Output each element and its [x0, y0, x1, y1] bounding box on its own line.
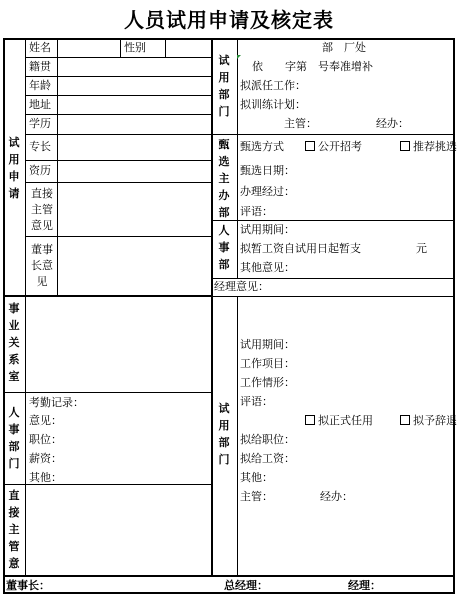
checkbox-icon — [305, 141, 315, 151]
trial-other-label: 其他： — [240, 471, 273, 484]
selection-method-label: 甄选方式 — [240, 140, 284, 153]
proposed-position-label: 拟给职位： — [240, 433, 295, 446]
address-label: 地址 — [29, 98, 51, 111]
approval-line: 依 字第 号奉准增补 — [252, 60, 373, 73]
trial-dept-bottom-label: 试用部门 — [218, 402, 230, 466]
row-line — [25, 160, 211, 161]
row-line — [25, 236, 211, 237]
hr-salary-label: 薪资： — [29, 452, 62, 465]
trial-period-bottom-label: 试用期间： — [240, 338, 295, 351]
other-opinion-label: 其他意见： — [240, 261, 295, 274]
row-line — [211, 278, 455, 279]
hr-position-label: 职位： — [29, 433, 62, 446]
experience-label: 资历 — [29, 164, 51, 177]
selection-comment-label: 评语： — [240, 205, 273, 218]
bottom-handler-label: 经办： — [320, 490, 353, 503]
trial-comment-label: 评语： — [240, 395, 273, 408]
selection-date-label: 甄选日期： — [240, 164, 295, 177]
left-label-divider-bottom — [25, 296, 26, 576]
right-hr-label: 人事部 — [218, 224, 230, 271]
section-line — [3, 295, 211, 297]
attendance-label: 考勤记录： — [29, 396, 84, 409]
selection-dept-label: 甄选主办部 — [218, 138, 230, 219]
row-line — [25, 134, 211, 135]
process-label: 办理经过： — [240, 185, 295, 198]
salary-line-label: 拟暂工资自试用日起暂支 — [240, 242, 361, 255]
manager-opinion-label: 经理意见： — [214, 280, 269, 293]
hr-other-label: 其他： — [29, 471, 62, 484]
row-line — [25, 95, 211, 96]
cell-marker — [237, 55, 241, 59]
education-label: 学历 — [29, 117, 51, 130]
hr-opinion-label: 意见： — [29, 414, 62, 427]
bottom-supervisor-label: 主管： — [240, 490, 273, 503]
assign-work-label: 拟派任工作： — [240, 79, 306, 92]
row-line — [25, 57, 211, 58]
footer-line — [3, 575, 455, 577]
gender-label: 性别 — [124, 41, 146, 54]
chairman-signature-label: 董事长： — [6, 579, 50, 592]
column-divider — [211, 38, 213, 576]
chairman-opinion-label: 董事长意见 — [31, 243, 53, 288]
trial-application-label: 试用申请 — [8, 136, 20, 200]
row-line — [211, 134, 455, 135]
trial-dept-label: 试用部门 — [218, 54, 230, 118]
yuan-label: 元 — [416, 242, 427, 255]
checkbox-icon — [400, 141, 410, 151]
manager-signature-label: 经理： — [348, 579, 381, 592]
gm-signature-label: 总经理： — [224, 579, 268, 592]
name-gender-divider — [120, 38, 121, 57]
row-line — [25, 114, 211, 115]
direct-supervisor-label: 直接主管意 — [8, 489, 20, 570]
dept-factory-line: 部 厂处 — [322, 41, 366, 54]
section-line — [3, 392, 211, 393]
open-exam-checkbox[interactable]: 公开招考 — [305, 140, 362, 154]
proposed-salary-label: 拟给工资： — [240, 452, 295, 465]
top-supervisor-label: 主管： — [284, 117, 317, 130]
right-label-divider — [237, 38, 238, 278]
row-line — [211, 296, 455, 297]
training-plan-label: 拟训练计划： — [240, 98, 306, 111]
form-title: 人员试用申请及核定表 — [124, 8, 334, 32]
formal-hire-checkbox[interactable]: 拟正式任用 — [305, 414, 373, 428]
trial-period-label: 试用期间： — [240, 223, 295, 236]
age-label: 年龄 — [29, 79, 51, 92]
specialty-label: 专长 — [29, 140, 51, 153]
checkbox-icon — [305, 415, 315, 425]
name-label: 姓名 — [29, 41, 51, 54]
row-line — [25, 76, 211, 77]
native-place-label: 籍贯 — [29, 60, 51, 73]
work-items-label: 工作项目： — [240, 357, 295, 370]
work-status-label: 工作情形： — [240, 376, 295, 389]
dismiss-checkbox[interactable]: 拟予辞退 — [400, 414, 457, 428]
row-line — [25, 182, 211, 183]
gender-value-divider — [165, 38, 166, 57]
right-label-divider-lower — [237, 296, 238, 576]
direct-supervisor-opinion-label: 直接主管意见 — [31, 187, 53, 232]
top-handler-label: 经办： — [376, 117, 409, 130]
checkbox-icon — [400, 415, 410, 425]
recommend-checkbox[interactable]: 推荐挑选 — [400, 140, 457, 154]
row-line — [211, 220, 455, 221]
business-dept-label: 事业关系室 — [8, 302, 20, 383]
hr-dept-label: 人事部门 — [8, 406, 20, 470]
